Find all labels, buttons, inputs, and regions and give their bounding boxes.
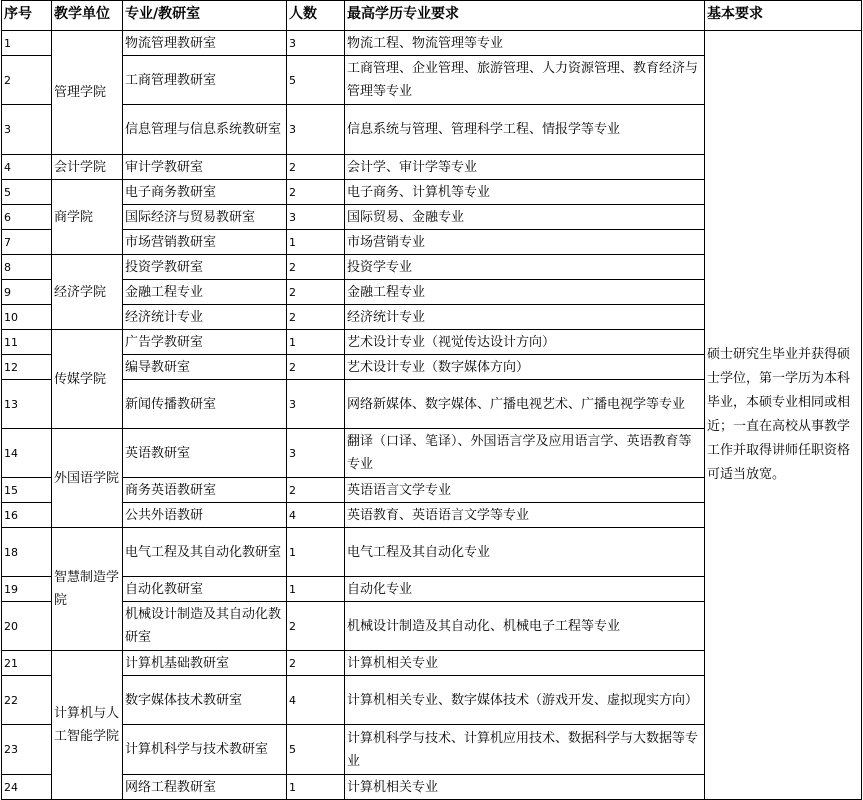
- count-cell: 1: [287, 775, 345, 800]
- row-index: 8: [2, 255, 52, 280]
- count-cell: 2: [287, 280, 345, 305]
- dept-cell: 英语教研室: [123, 429, 287, 478]
- header-unit: 教学单位: [52, 1, 123, 31]
- row-index: 16: [2, 503, 52, 528]
- row-index: 10: [2, 305, 52, 330]
- unit-cell: 计算机与人工智能学院: [52, 651, 123, 800]
- degree-cell: 网络新媒体、数字媒体、广播电视艺术、广播电视学等专业: [345, 380, 705, 429]
- row-index: 24: [2, 775, 52, 800]
- degree-cell: 信息系统与管理、管理科学工程、情报学等专业: [345, 105, 705, 155]
- dept-cell: 计算机基础教研室: [123, 651, 287, 676]
- header-row: [2, 1, 862, 31]
- row-index: 23: [2, 725, 52, 775]
- count-cell: 4: [287, 503, 345, 528]
- count-cell: 2: [287, 651, 345, 676]
- degree-cell: 会计学、审计学等专业: [345, 155, 705, 180]
- degree-cell: 国际贸易、金融专业: [345, 205, 705, 230]
- dept-cell: 工商管理教研室: [123, 56, 287, 105]
- dept-cell: 编导教研室: [123, 355, 287, 380]
- unit-cell: 管理学院: [52, 31, 123, 155]
- count-cell: 2: [287, 180, 345, 205]
- row-index: 9: [2, 280, 52, 305]
- dept-cell: 金融工程专业: [123, 280, 287, 305]
- degree-cell: 计算机科学与技术、计算机应用技术、数据科学与大数据等专业: [345, 725, 705, 775]
- row-index: 18: [2, 528, 52, 577]
- degree-cell: 金融工程专业: [345, 280, 705, 305]
- degree-cell: 市场营销专业: [345, 230, 705, 255]
- dept-cell: 网络工程教研室: [123, 775, 287, 800]
- row-index: 12: [2, 355, 52, 380]
- dept-cell: 投资学教研室: [123, 255, 287, 280]
- basic-requirement-cell: 硕士研究生毕业并获得硕士学位，第一学历为本科毕业，本硕专业相同或相近；一直在高校从事教学工作并取得讲师任职资格可适当放宽。: [705, 31, 862, 800]
- row-index: 7: [2, 230, 52, 255]
- count-cell: 3: [287, 31, 345, 56]
- header-basic: 基本要求: [705, 1, 862, 31]
- table-row: [2, 31, 862, 56]
- degree-cell: 艺术设计专业（视觉传达设计方向）: [345, 330, 705, 355]
- count-cell: 5: [287, 725, 345, 775]
- header-degree: 最高学历专业要求: [345, 1, 705, 31]
- row-index: 1: [2, 31, 52, 56]
- count-cell: 1: [287, 330, 345, 355]
- dept-cell: 电气工程及其自动化教研室: [123, 528, 287, 577]
- row-index: 6: [2, 205, 52, 230]
- unit-cell: 商学院: [52, 180, 123, 255]
- dept-cell: 国际经济与贸易教研室: [123, 205, 287, 230]
- degree-cell: 艺术设计专业（数字媒体方向）: [345, 355, 705, 380]
- row-index: 15: [2, 478, 52, 503]
- degree-cell: 计算机相关专业、数字媒体技术（游戏开发、虚拟现实方向）: [345, 676, 705, 725]
- degree-cell: 电子商务、计算机等专业: [345, 180, 705, 205]
- count-cell: 3: [287, 205, 345, 230]
- degree-cell: 电气工程及其自动化专业: [345, 528, 705, 577]
- count-cell: 1: [287, 577, 345, 602]
- count-cell: 2: [287, 355, 345, 380]
- unit-cell: 会计学院: [52, 155, 123, 180]
- row-index: 5: [2, 180, 52, 205]
- degree-cell: 工商管理、企业管理、旅游管理、人力资源管理、教育经济与管理等专业: [345, 56, 705, 105]
- row-index: 19: [2, 577, 52, 602]
- row-index: 4: [2, 155, 52, 180]
- count-cell: 3: [287, 380, 345, 429]
- count-cell: 2: [287, 478, 345, 503]
- count-cell: 2: [287, 602, 345, 651]
- unit-cell: 外国语学院: [52, 429, 123, 528]
- header-count: 人数: [287, 1, 345, 31]
- count-cell: 2: [287, 255, 345, 280]
- degree-cell: 英语教育、英语语言文学等专业: [345, 503, 705, 528]
- degree-cell: 计算机相关专业: [345, 651, 705, 676]
- dept-cell: 电子商务教研室: [123, 180, 287, 205]
- dept-cell: 自动化教研室: [123, 577, 287, 602]
- count-cell: 1: [287, 230, 345, 255]
- count-cell: 2: [287, 305, 345, 330]
- dept-cell: 经济统计专业: [123, 305, 287, 330]
- dept-cell: 计算机科学与技术教研室: [123, 725, 287, 775]
- row-index: 20: [2, 602, 52, 651]
- row-index: 21: [2, 651, 52, 676]
- count-cell: 4: [287, 676, 345, 725]
- degree-cell: 自动化专业: [345, 577, 705, 602]
- degree-cell: 投资学专业: [345, 255, 705, 280]
- dept-cell: 物流管理教研室: [123, 31, 287, 56]
- degree-cell: 翻译（口译、笔译）、外国语言学及应用语言学、英语教育等专业: [345, 429, 705, 478]
- row-index: 2: [2, 56, 52, 105]
- dept-cell: 信息管理与信息系统教研室: [123, 105, 287, 155]
- unit-cell: 智慧制造学院: [52, 528, 123, 651]
- row-index: 13: [2, 380, 52, 429]
- degree-cell: 计算机相关专业: [345, 775, 705, 800]
- dept-cell: 商务英语教研室: [123, 478, 287, 503]
- dept-cell: 数字媒体技术教研室: [123, 676, 287, 725]
- count-cell: 2: [287, 155, 345, 180]
- row-index: 11: [2, 330, 52, 355]
- unit-cell: 传媒学院: [52, 330, 123, 429]
- degree-cell: 经济统计专业: [345, 305, 705, 330]
- dept-cell: 市场营销教研室: [123, 230, 287, 255]
- count-cell: 5: [287, 56, 345, 105]
- degree-cell: 机械设计制造及其自动化、机械电子工程等专业: [345, 602, 705, 651]
- header-index: 序号: [2, 1, 52, 31]
- count-cell: 3: [287, 105, 345, 155]
- dept-cell: 公共外语教研: [123, 503, 287, 528]
- row-index: 14: [2, 429, 52, 478]
- dept-cell: 审计学教研室: [123, 155, 287, 180]
- count-cell: 3: [287, 429, 345, 478]
- count-cell: 1: [287, 528, 345, 577]
- header-dept: 专业/教研室: [123, 1, 287, 31]
- degree-cell: 英语语言文学专业: [345, 478, 705, 503]
- dept-cell: 新闻传播教研室: [123, 380, 287, 429]
- row-index: 22: [2, 676, 52, 725]
- dept-cell: 机械设计制造及其自动化教研室: [123, 602, 287, 651]
- row-index: 3: [2, 105, 52, 155]
- unit-cell: 经济学院: [52, 255, 123, 330]
- degree-cell: 物流工程、物流管理等专业: [345, 31, 705, 56]
- dept-cell: 广告学教研室: [123, 330, 287, 355]
- recruitment-table: [1, 0, 862, 800]
